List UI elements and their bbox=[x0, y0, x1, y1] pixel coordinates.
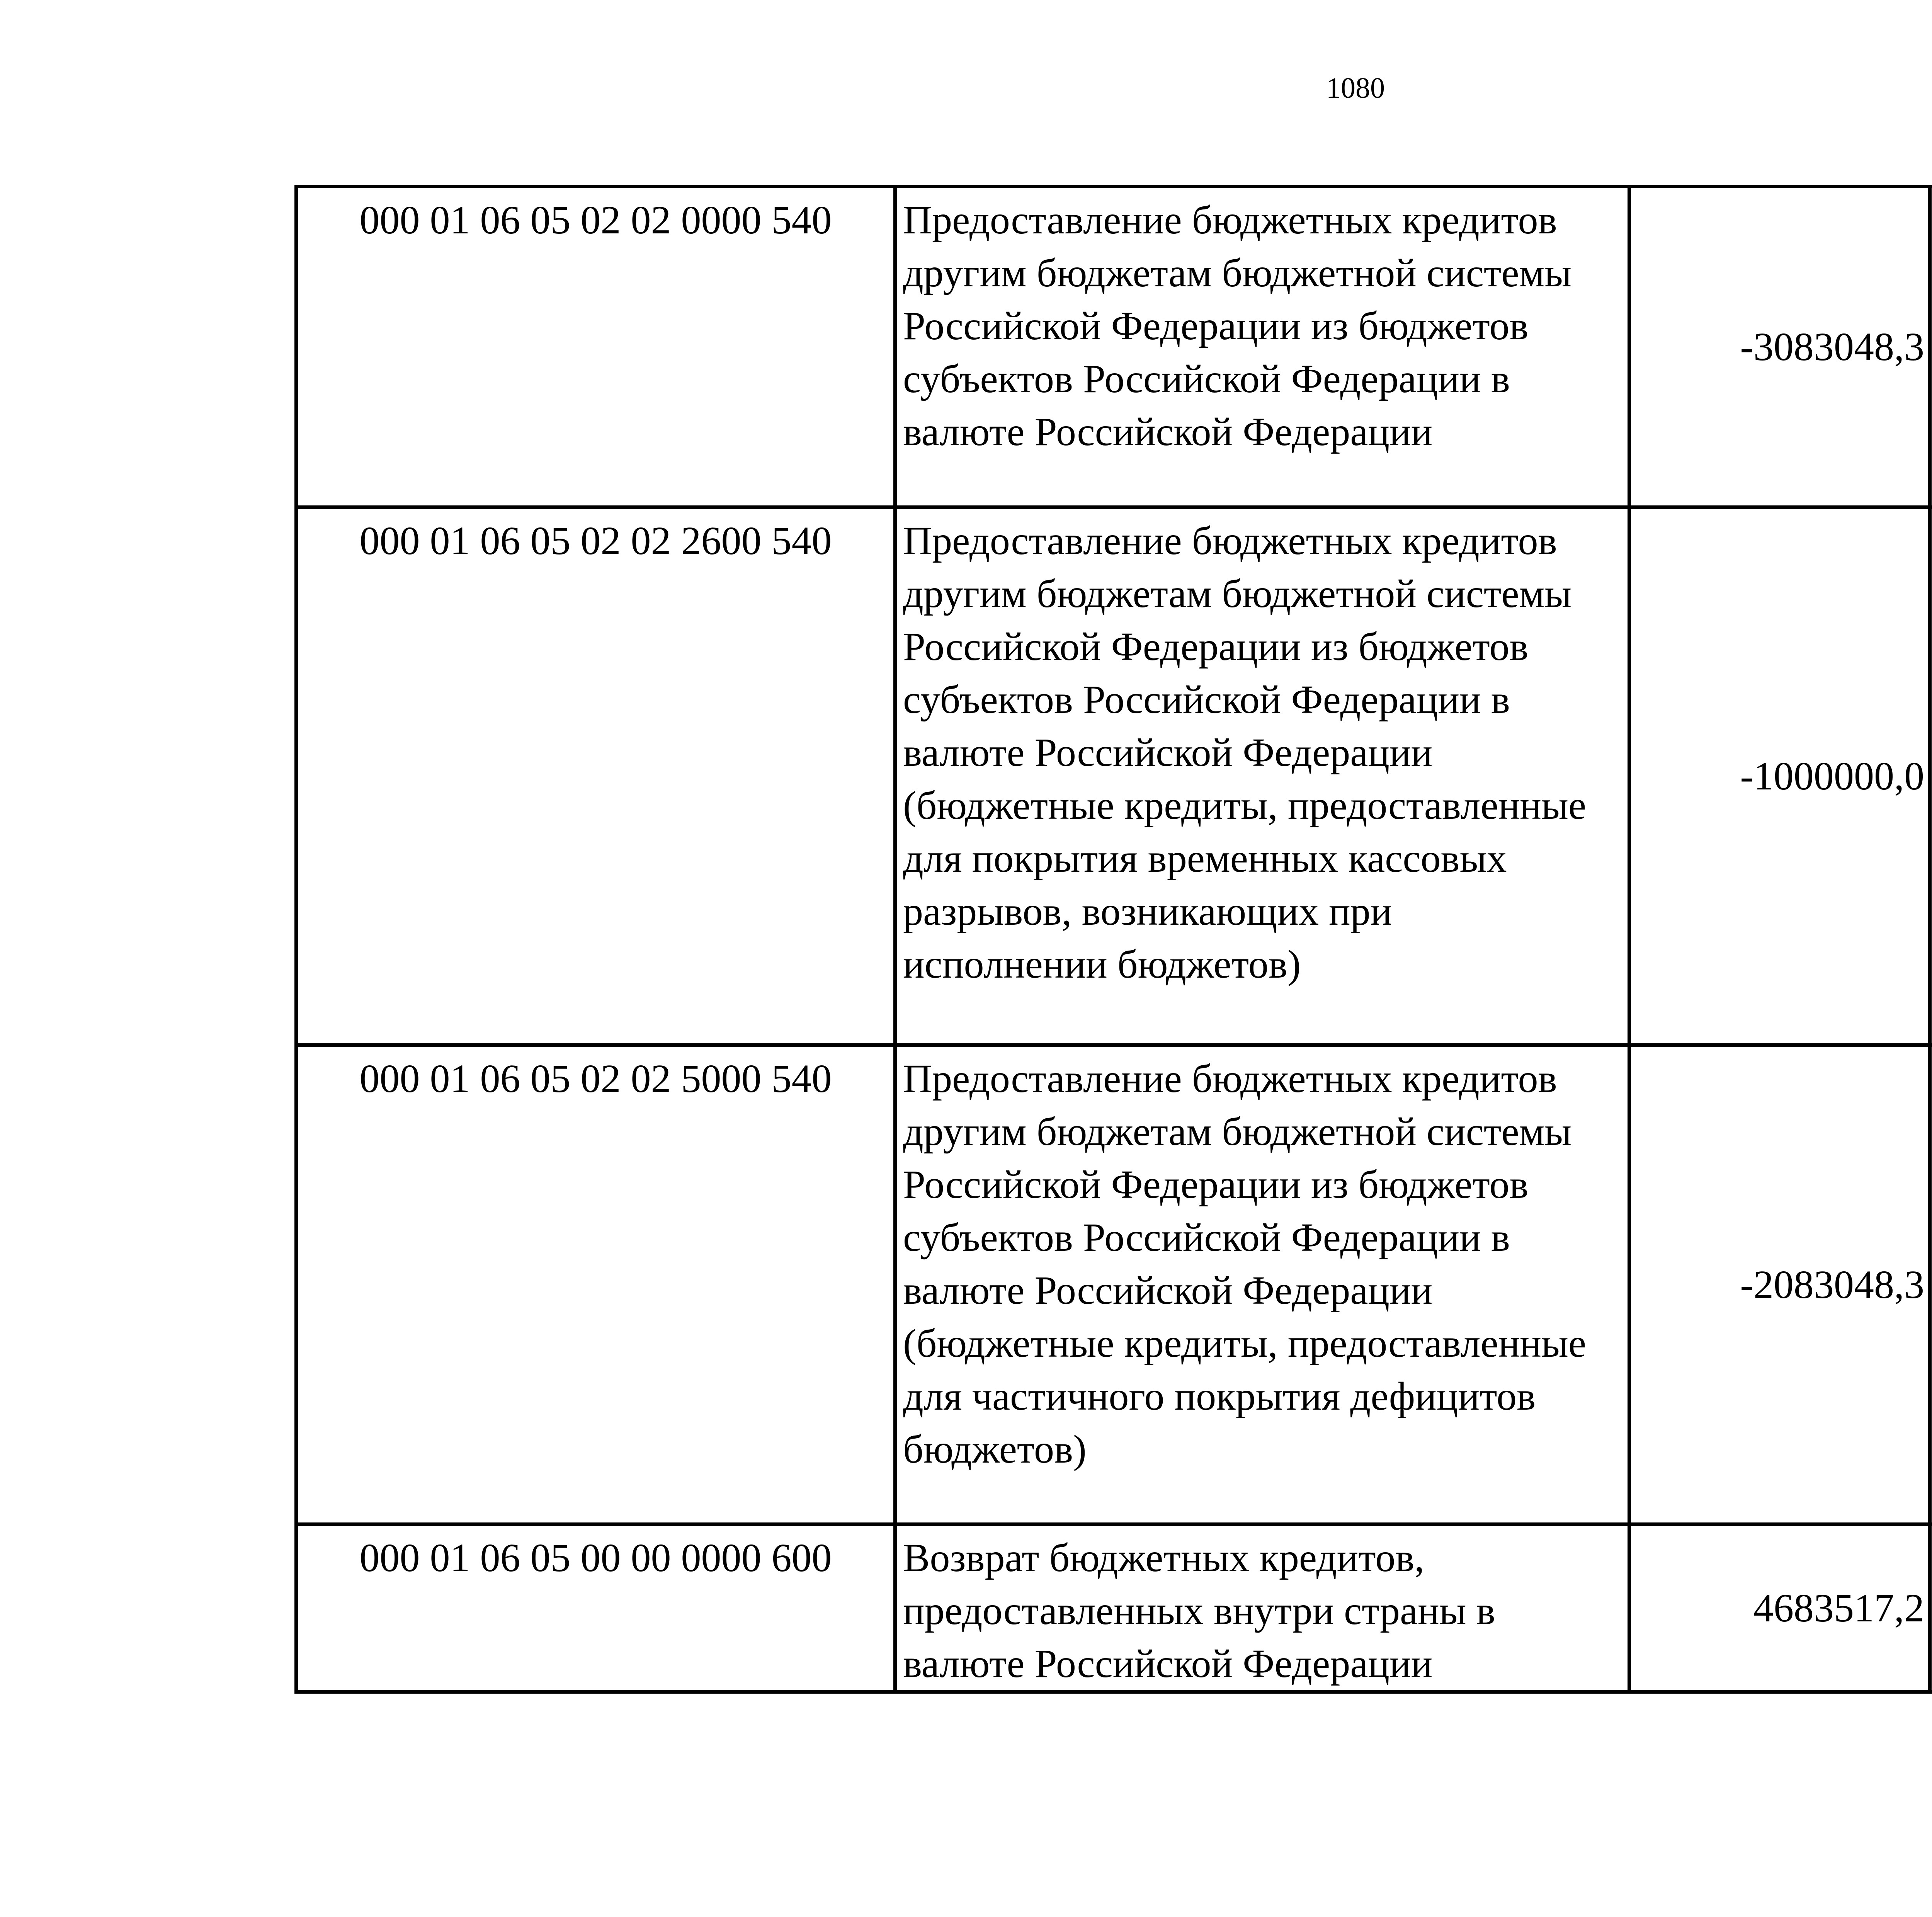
budget-code-cell: 000 01 06 05 02 02 2600 540 bbox=[296, 507, 895, 1045]
description-line: Предоставление бюджетных кредитов bbox=[903, 519, 1557, 563]
description-line: разрывов, возникающих при bbox=[903, 889, 1392, 934]
description-line: исполнении бюджетов) bbox=[903, 942, 1301, 987]
description-line: Возврат бюджетных кредитов, bbox=[903, 1536, 1425, 1580]
description-line: для покрытия временных кассовых bbox=[903, 836, 1507, 881]
table-row bbox=[296, 187, 1932, 507]
description-line: предоставленных внутри страны в bbox=[903, 1589, 1495, 1633]
description-line: (бюджетные кредиты, предоставленные bbox=[903, 783, 1586, 828]
description-line: валюте Российской Федерации bbox=[903, 1641, 1433, 1686]
amount-year-2-cell bbox=[1930, 187, 1932, 507]
amount-year-2-cell bbox=[1930, 1524, 1932, 1692]
table-row bbox=[296, 1524, 1932, 1692]
amount-year-1-cell: -2083048,3 bbox=[1629, 1045, 1930, 1524]
budget-code-cell: 000 01 06 05 00 00 0000 600 bbox=[296, 1524, 895, 1692]
description-line: Предоставление бюджетных кредитов bbox=[903, 198, 1557, 242]
description-line: валюте Российской Федерации bbox=[903, 730, 1433, 775]
amount-year-2-cell bbox=[1930, 1045, 1932, 1524]
description-cell bbox=[895, 1524, 1629, 1692]
description-line: (бюджетные кредиты, предоставленные bbox=[903, 1321, 1586, 1366]
description-line: Российской Федерации из бюджетов bbox=[903, 624, 1529, 669]
description-line: другим бюджетам бюджетной системы bbox=[903, 1109, 1572, 1154]
description-line: валюте Российской Федерации bbox=[903, 1268, 1433, 1313]
table-row bbox=[296, 1045, 1932, 1524]
description-line: валюте Российской Федерации bbox=[903, 410, 1433, 454]
budget-code-cell: 000 01 06 05 02 02 0000 540 bbox=[296, 187, 895, 507]
amount-year-2-cell bbox=[1930, 507, 1932, 1045]
page-number: 1080 bbox=[1326, 72, 1385, 104]
description-line: другим бюджетам бюджетной системы bbox=[903, 572, 1572, 616]
description-line: Российской Федерации из бюджетов bbox=[903, 1162, 1529, 1207]
amount-year-1-cell: -1000000,0 bbox=[1629, 507, 1930, 1045]
description-cell bbox=[895, 507, 1629, 1045]
amount-year-1-cell: -3083048,3 bbox=[1629, 187, 1930, 507]
amount-year-1-cell: 4683517,2 bbox=[1629, 1524, 1930, 1692]
description-line: субъектов Российской Федерации в bbox=[903, 677, 1510, 722]
budget-code-cell: 000 01 06 05 02 02 5000 540 bbox=[296, 1045, 895, 1524]
description-line: субъектов Российской Федерации в bbox=[903, 1215, 1510, 1260]
table-row bbox=[296, 507, 1932, 1045]
description-line: бюджетов) bbox=[903, 1427, 1087, 1471]
description-line: Предоставление бюджетных кредитов bbox=[903, 1056, 1557, 1101]
description-line: для частичного покрытия дефицитов bbox=[903, 1374, 1536, 1419]
budget-table bbox=[294, 185, 1932, 1694]
description-line: другим бюджетам бюджетной системы bbox=[903, 251, 1572, 295]
description-line: субъектов Российской Федерации в bbox=[903, 357, 1510, 401]
description-cell bbox=[895, 187, 1629, 507]
description-cell bbox=[895, 1045, 1629, 1524]
description-line: Российской Федерации из бюджетов bbox=[903, 304, 1529, 348]
